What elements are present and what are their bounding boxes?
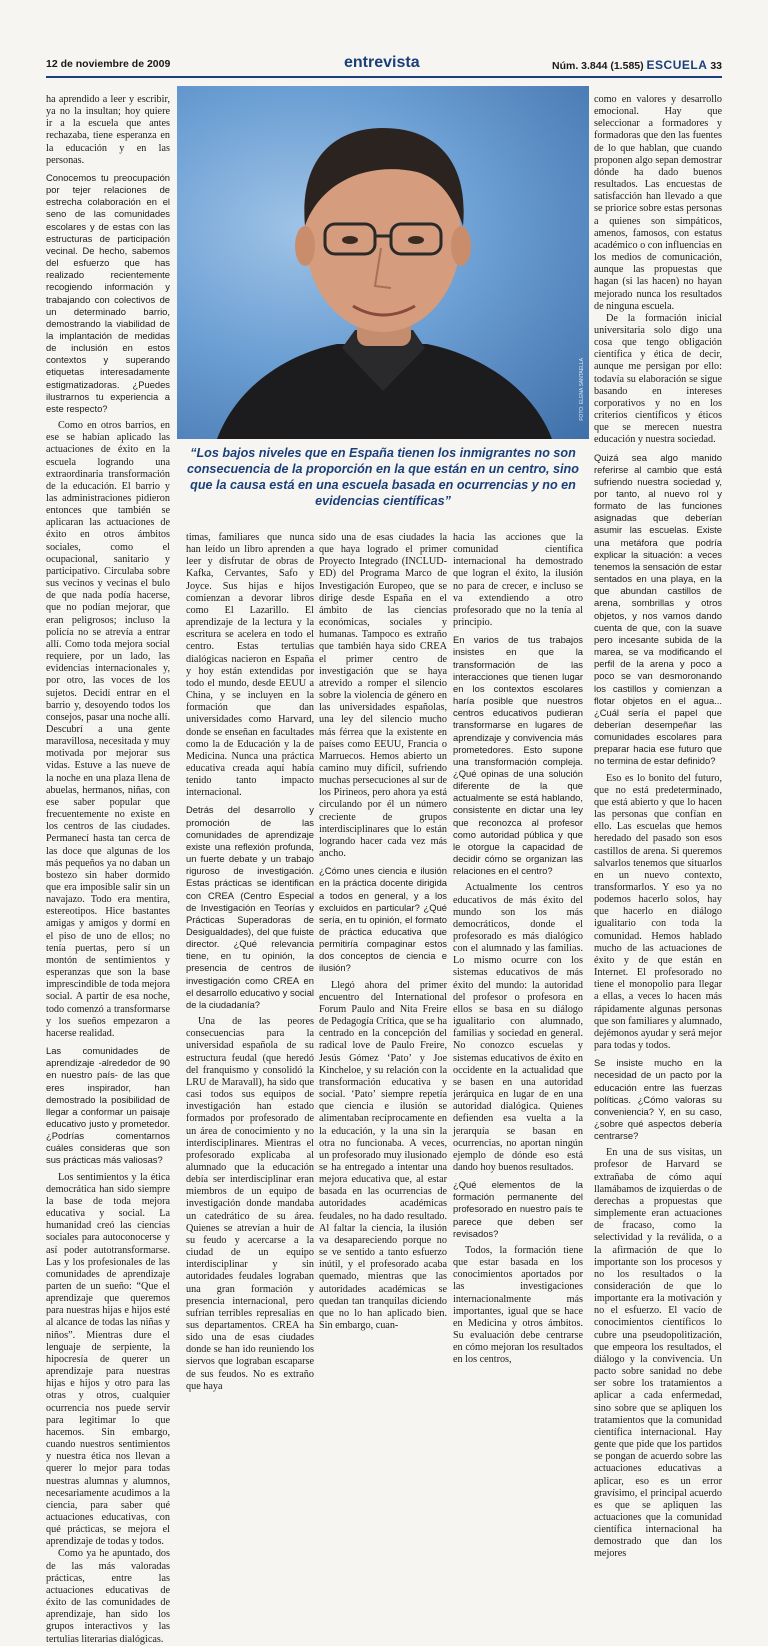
section-title: entrevista — [344, 54, 420, 71]
page-number: 33 — [710, 60, 722, 72]
answer-paragraph: Todos, la formación tiene que estar basada en los conocimientos aportados por las investigaciones internacionalmente más importantes, igual que se hace en Medicina y otros ámbitos. Su evaluación debe centrarse en cómo mejoran los resultados en los centros, — [453, 1244, 583, 1366]
page-header — [46, 54, 722, 74]
interview-question: ¿Qué elementos de la formación permanente del profesorado en nuestro país te parece que deben ser revisados? — [453, 1179, 583, 1239]
interview-question: Conocemos tu preocupación por tejer relaciones de estrecha colaboración en el seno de las comunidades escolares y de estas con las estructuras de participación vecinal. De hecho, sabemos del esfuerzo que has realizado recientemente recogiendo información y trabajando con colectivos de un determinado barrio, demostrando la viabilidad de la implantación de medidas de inclusión en estos contextos y superando etiquetas interesadamente estigmatizadoras. ¿Puedes ilustrarnos tu experiencia a este respecto? — [46, 171, 170, 414]
answer-paragraph: Como ya he apuntado, dos de las más valoradas prácticas, entre las actuaciones educativas de éxito de las comunidades de aprendizaje, han sido los grupos interactivos y las tertulias literarias dialógicas. — [46, 1548, 170, 1645]
article-column-1 — [46, 94, 170, 1645]
portrait-illustration — [177, 86, 589, 439]
issue-date: 12 de noviembre de 2009 — [46, 58, 171, 70]
answer-paragraph: En una de sus visitas, un profesor de Harvard se extrañaba de cómo aquí llamábamos de izquierdas o de derechas a propuestas que simplemente eran actuaciones de fracaso, como la selectividad y la reválida, o a la afirmación de que lo importante son los procesos y no los resultados o la consideración de que lo importante era la motivación y no el esfuerzo. El vacío de conocimientos científicos lo cubre una pseudopolitización, que empeora los resultados, el diálogo y la convivencia. Un pacto sobre sanidad no debe ser sobre los tratamientos a aplicar a cada enfermedad, sino sobre que se apliquen los tratamientos que la comunidad científica internacional. Hay gente que pide que los partidos se pongan de acuerdo sobre las actuaciones educativas a aplicar, eso es un error gravísimo, el principal acuerdo es que se apliquen las actuaciones que la comunidad científica internacional ha demostrado que dan los mejores — [594, 1147, 722, 1560]
photo-credit: FOTO: ELENA SANTAELLA — [579, 358, 585, 421]
answer-paragraph: Una de las peores consecuencias para la universidad española de su estructura feudal (que heredó del franquismo y consolidó la LRU de Maravall), ha sido que casi todos sus equipos de investigación han estado formados por profesorado de un área de conocimiento y no interdisciplinares. Mientras el profesorado explicaba al alumnado que la educación debía ser interdisciplinar eran miembros de un equipo de investigación donde mandaba un catedrático de su área. Quienes se atrevían a huir de su feudo y acercarse a la ciudad de un equipo interdisciplinar y sin autoridades feudales lograban una gran formación y presencia internacional, pero sufrían terribles represalias en sus departamentos. CREA ha sido una de esas ciudades donde se han ido reuniendo los siervos que lograban escaparse de sus feudos. No es extraño que haya — [186, 1016, 314, 1392]
answer-paragraph: Llegó ahora del primer encuentro del International Forum Paulo and Nita Freire de Pedagogía Crítica, que se ha centrado en la concepción del radical love de Paulo Freire, Jesús Gómez ‘Pato’ y Joe Kincheloe, y su relación con la transformación educativa y social. ‘Pato’ siempre repetía que ciencia e ilusión se alimentaban recíprocamente en la educación, y la una sin la otra no funcionaba. A veces, un profesorado muy ilusionado se ha entregado a intentar una mejora educativa que, al estar basada en las ocurrencias de autoridades académicas feudales, no ha dado resultado. Al faltar la ciencia, la ilusión va desapareciendo porque no se ve sentido a tanto esfuerzo inútil, y el profesorado acaba quemado, mientras que las autoridades académicas se quedan tan tranquilas diciendo que no lo han aplicado bien. Sin embargo, cuan- — [319, 979, 447, 1331]
answer-paragraph: Como en otros barrios, en ese se habían aplicado las actuaciones de éxito en la escuela logrando una extraordinaria transformación de la educación. El barrio y las administraciones pidieron entonces que también se aplicaran las actuaciones de éxito en otros ámbitos sociales, como el ocupacional, sanitario y participativo. Circulaba sobre sus vecinos y vecinas el bulo de que nada podía hacerse, que no podían mejorar, que eran peligrosos; incluso la policía no se atrevía a entrar allí. Como toda mejora social requiere, por un lado, las evidencias internacionales y, por otro, las voces de los sujetos. Decidí entrar en el barrio y, desoyendo todos los consejos, pasar una noche allí. Descubrí a una gente maravillosa, necesitada y muy motivada por mejorar sus vidas. Estuve a las nueve de la noche en una plaza llena de abuelas, hermanos, niñas, con ese saber popular que frecuentemente no existe en los centros de las ciudades. Permanecí hasta tan cerca de las doce que algunas de los más pequeños ya no daban un bostezo sin haber dormido que era imposible salir sin un navajazo. Todo era mentira, estereotipos. Hice bastantes amigas y amigos y dormí en el piso de uno de ellos; no tenía puertas, pero sí un montón de sentimientos y esperanzas que son la base imprescindible de toda mejora social. A partir de esa noche, todo comenzó a transformarse y los sueños empezaron a hacerse realidad. — [46, 420, 170, 1039]
issue-info — [552, 58, 722, 72]
interview-question: Se insiste mucho en la necesidad de un pacto por la educación entre las fuerzas políticas. ¿Cómo valoras su conveniencia? Y, en su caso, ¿sobre qué aspectos debería centrarse? — [594, 1057, 722, 1142]
article-column-5 — [594, 94, 722, 1560]
answer-paragraph: ha aprendido a leer y escribir, ya no la insultan; hoy quiere ir a la escuela que antes rechazaba, tiene esperanza en la educación y en las personas. — [46, 94, 170, 166]
article-column-2 — [186, 532, 314, 1392]
pull-quote: “Los bajos niveles que en España tienen los inmigrantes no son consecuencia de la proporción en la que están en un centro, sino que la causa está en una escuela basada en ocurrencias y no en evidencias científicas” — [177, 441, 589, 519]
header-rule — [46, 76, 722, 78]
issue-number: Núm. 3.844 (1.585) — [551, 60, 644, 72]
answer-paragraph: timas, familiares que nunca han leído un libro aprenden a leer y disfrutar de obras de Kafka, Cervantes, Safo y Joyce. Sus hijas e hijos comienzan a devorar libros como El Lazarillo. El aprendizaje de la lectura y la escritura se acelera en todo el centro. Estas tertulias dialógicas nacieron en España y hoy están extendidas por todo el mundo, desde EEUU a China, y se incluyen en la formación que dan universidades como Harvard, donde se enseñan en facultades como la de Educación y la de Medicina. Nunca una práctica educativa creada aquí había tenido tanto impacto internacional. — [186, 532, 314, 799]
answer-paragraph: Eso es lo bonito del futuro, que no está predeterminado, que está abierto y que lo hacen las personas que confían en ello. Las escuelas que hemos heredado del pasado son esos castillos de arena. Si queremos salvarlos tenemos que situarlos en un nuevo contexto, transformarlos. Y eso ya no podemos hacerlo solos, hay que hacerlo en diálogo igualitario con toda la comunidad. Hemos hablado mucho de las actuaciones de éxito y de que están en Internet. El profesorado no tiene el monopolio para llegar a ellas, a veces lo hacen más rápidamente algunas personas que son familiares y alumnado, dejémonos ayudar y será mejor para todas y todos. — [594, 772, 722, 1052]
interviewee-photo — [177, 86, 589, 439]
answer-paragraph: Los sentimientos y la ética democrática han sido siempre la base de toda mejora educativa y social. La humanidad creó las ciencias sociales para autoconocerse y así poder autotransformarse. Las y los profesionales de las comunidades de aprendizaje parten de un sueño: “Que el aprendizaje que queremos para nuestras hijas e hijos esté al alcance de todas las niñas y niños”. Mientras dure el lenguaje de serpiente, la hipocresía de querer un aprendizaje para nuestras hijas e hijos y otro para las otras y otros, cualquier ocurrencia nos puede servir para legitimar lo que hacemos. Sin embargo, cuando nuestros sentimientos y nuestra ética nos llevan a querer lo mejor para todas nuestras alumnas y alumnos, necesariamente acudimos a la ciencia, para saber qué actuaciones educativas, con qué prácticas, se mejora el aprendizaje de todas y todos. — [46, 1171, 170, 1548]
answer-paragraph: De la formación inicial universitaria solo digo una cosa que tengo obligación científica y ética de decir, aunque me persigan por ello: todavía su elaboración se sigue basando en intereses corporativos y no en los criterios científicos y éticos que se merecen nuestra educación y nuestra sociedad. — [594, 312, 722, 446]
article-column-4 — [453, 532, 583, 1366]
answer-paragraph: hacia las acciones que la comunidad científica internacional ha demostrado que logran el éxito, la ilusión no para de crecer, e incluso se va extendiendo a otro profesorado que no la tenía al principio. — [453, 532, 583, 629]
answer-paragraph: como en valores y desarrollo emocional. Hay que seleccionar a formadores y formadoras que den las fuentes de lo que hablan, que cuando proponen algo sepan demostrar dónde ha dado buenos resultados. Las encuestas de satisfacción han llevado a que se priorice sobre estas personas a quienes son simpáticos, amenos, famosos, con estatus académico o con influencias en los medios de comunicación, aunque las propuestas que hagan (si las hacen) no hayan mejorado nunca los resultados de ninguna escuela. — [594, 94, 722, 312]
interview-question: Detrás del desarrollo y promoción de las comunidades de aprendizaje existe una reflexión profunda, un fuerte debate y un trabajo riguroso de investigación. Estas prácticas se identifican con CREA (Centro Especial de Investigación en Teorías y Prácticas Superadoras de Desigualdades), del que fuiste director. ¿Qué relevancia tiene, en tu opinión, la presencia de centros de investigación como CREA en el desarrollo educativo y social de la ciudadanía? — [186, 804, 314, 1010]
interview-question: En varios de tus trabajos insistes en que la transformación de las interacciones que tienen lugar en los contextos escolares haría posible que nuestros centros educativos pudieran transformarse en lugares de aprendizaje y convivencia más prometedores. Esto supone una transformación compleja. ¿Qué opinas de una solución diferente de la que actualmente se está hablando, consistente en dictar una ley que reconozca al profesor como autoridad pública y que le otorgue la capacidad de decidir cómo se organizan las relaciones en el centro? — [453, 634, 583, 877]
answer-paragraph: Actualmente los centros educativos de más éxito del mundo son los más democráticos, donde el profesorado es más dialógico con el alumnado y las familias. Lo mismo ocurre con los sistemas educativos de más éxito del mundo: la autoridad del profesor o profesora en ellos se basa en su diálogo igualitario con alumnado, familias y sociedad en general. No conozco escuelas y sistemas educativos de éxito en occidente en la actualidad que se basen en una autoridad jerárquica en lugar de en una autoridad dialógica. Quienes defienden esa vuelta a la jerarquía se basan en ocurrencias, no aportan ningún ejemplo de dónde eso está dando hoy buenos resultados. — [453, 882, 583, 1173]
article-column-3 — [319, 532, 447, 1331]
interview-question: Las comunidades de aprendizaje -alrededor de 90 en nuestro país- de las que eres inspirador, han demostrado la posibilidad de llegar a conformar un paisaje educativo justo y prometedor. ¿Podrías comentarnos cuáles consideras que son sus prácticas más valiosas? — [46, 1045, 170, 1166]
answer-paragraph: sido una de esas ciudades la que haya logrado el primer Proyecto Integrado (INCLUD-ED) del Programa Marco de Investigación Europeo, que se dirige desde España en el ámbito de las ciencias económicas, sociales y humanas. Tampoco es extraño que también haya sido CREA el primer centro de investigación que se haya atrevido a romper el silencio sobre la violencia de género en las universidades españolas, una ley del silencio mucho más férrea que la existente en países como EEUU, Francia o Marruecos. Hemos abierto un camino muy difícil, sufriendo muchas persecuciones al sur de los Pirineos, pero ahora ya está circulando por él un número creciente de grupos interdisciplinares que lo están logrando hacer cada vez más ancho. — [319, 532, 447, 860]
interview-question: Quizá sea algo manido referirse al cambio que está sufriendo nuestra sociedad y, por tanto, al nuevo rol y formato de las funciones asignadas que deberían asumir las escuelas. Existe una metáfora que podría explicar la situación: a veces tenemos la sensación de estar sentados en una playa, en la que abundan castillos de arena, sombrillas y otros objetos, y nos vamos dando cuenta de que, con la suave pero incesante subida de la marea, se va modificando el perfil de la arena y poco a poco se van desmoronando los castillos y comienzan a flotar objetos en el agua... ¿Cuál sería el papel que deberían desempeñar las comunidades escolares para preparar hacia ese futuro que no termina de estar definido? — [594, 451, 722, 767]
interview-question: ¿Cómo unes ciencia e ilusión en la práctica docente dirigida a todos en general, y a los excluidos en particular? ¿Qué sería, en tu opinión, el formato de práctica educativa que permitiría compaginar estos dos conceptos de ciencia e ilusión? — [319, 865, 447, 974]
magazine-brand: ESCUELA — [646, 58, 708, 72]
